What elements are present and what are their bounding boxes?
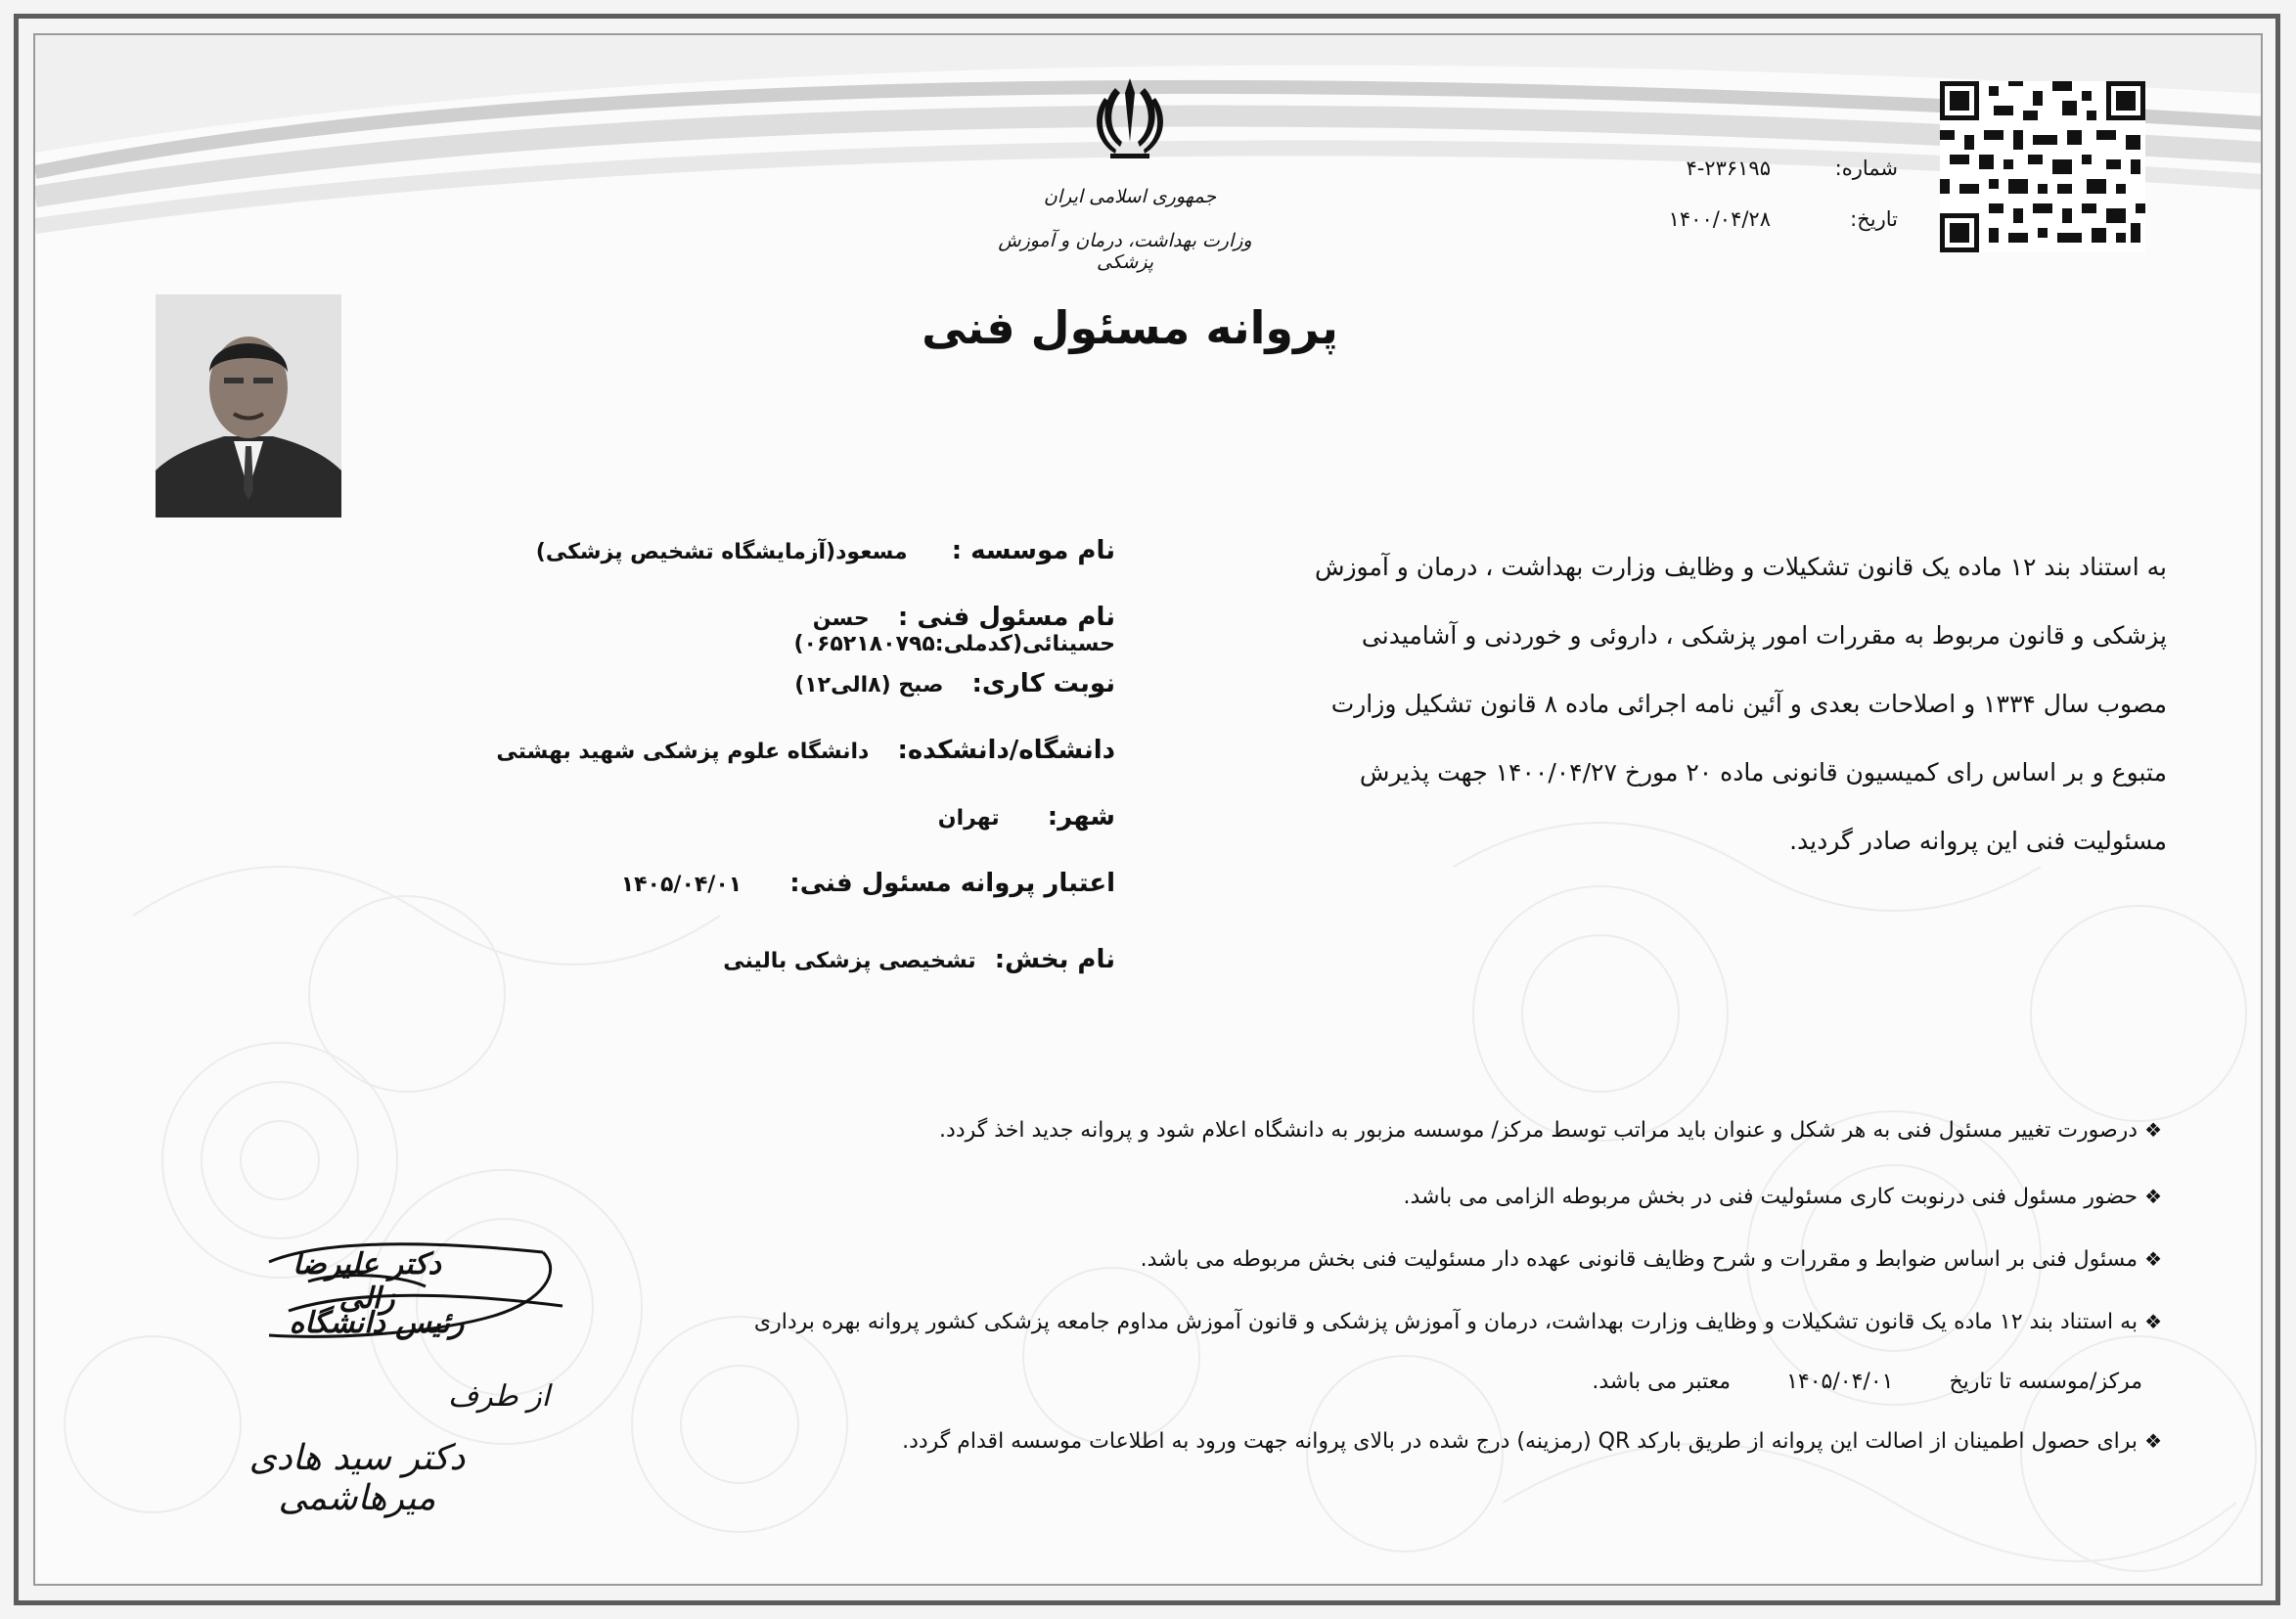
note-text: مرکز/موسسه تا تاریخ [1949, 1370, 2142, 1394]
note-3 [685, 1244, 2162, 1275]
note-text: معتبر می باشد. [1592, 1370, 1732, 1394]
signatory-name: دکتر علیرضا زالی [293, 1247, 441, 1316]
field-license-validity [489, 869, 1115, 908]
date-label: تاریخ: [1850, 207, 1898, 231]
field-value: صبح (۸الی۱۲) [794, 673, 944, 697]
bullet-icon: ❖ [2144, 1185, 2162, 1208]
note-text: درصورت تغییر مسئول فنی به هر شکل و عنوان باید مراتب توسط مرکز/ موسسه مزبور به دانشگاه اعلام شود و پروانه جدید اخذ گردد. [939, 1118, 2138, 1143]
field-technical-manager [489, 603, 1115, 656]
note-text: حضور مسئول فنی درنوبت کاری مسئولیت فنی در بخش مربوطه الزامی می باشد. [1403, 1185, 2138, 1209]
field-city [489, 802, 1115, 841]
ministry-name: وزارت بهداشت، درمان و آموزش پزشکی [998, 230, 1252, 273]
field-label: نام بخش: [994, 945, 1115, 974]
paragraph-line: پزشکی و قانون مربوط به مقررات امور پزشکی ، داروئی و خوردنی و آشامیدنی [1361, 621, 2167, 650]
iran-emblem-icon [1091, 73, 1169, 161]
date-value: ۱۴۰۰/۰۴/۲۸ [1668, 207, 1771, 231]
bullet-icon: ❖ [2144, 1310, 2162, 1333]
field-value: مسعود(آزمایشگاه تشخیص پزشکی) [535, 540, 908, 564]
paragraph-line: به استناد بند ۱۲ ماده یک قانون تشکیلات و وظایف وزارت بهداشت ، درمان و آموزش [1314, 553, 2167, 581]
field-value: تهران [937, 806, 1000, 831]
holder-photo [156, 294, 341, 517]
note-1 [685, 1115, 2162, 1146]
qr-code-icon [1940, 81, 2145, 252]
field-label: دانشگاه/دانشکده: [897, 736, 1115, 765]
field-department [489, 945, 1115, 984]
field-value: حسن حسینائی(کدملی:۰۶۵۲۱۸۰۷۹۵) [793, 607, 1115, 656]
bullet-icon: ❖ [2144, 1247, 2162, 1271]
field-value: تشخیصی پزشکی بالینی [723, 949, 976, 973]
note-2 [685, 1182, 2162, 1212]
field-label: اعتبار پروانه مسئول فنی: [789, 869, 1115, 898]
field-value: ۱۴۰۵/۰۴/۰۱ [620, 873, 743, 897]
note-4-continued [978, 1368, 2142, 1397]
bullet-icon: ❖ [2144, 1429, 2162, 1453]
note-text: برای حصول اطمینان از اصالت این پروانه از طریق بارکد QR (رمزینه) درج شده در بالای پروانه جهت ورود به اطلاعات موسسه اقدام گردد. [902, 1429, 2138, 1454]
signatory-role: رئیس دانشگاه [289, 1306, 465, 1340]
on-behalf-label: از طرف [448, 1379, 550, 1414]
bullet-icon: ❖ [2144, 1118, 2162, 1142]
field-label: شهر: [1047, 802, 1115, 832]
country-name: جمهوری اسلامی ایران [1043, 186, 1217, 207]
note-text: مسئول فنی بر اساس ضوابط و مقررات و شرح وظایف قانونی عهده دار مسئولیت فنی بخش مربوطه می باشد. [1140, 1247, 2138, 1272]
number-value: ۴-۲۳۶۱۹۵ [1686, 157, 1771, 180]
paragraph-line: متبوع و بر اساس رای کمیسیون قانونی ماده ۲۰ مورخ ۱۴۰۰/۰۴/۲۷ جهت پذیرش [1359, 758, 2167, 787]
note-5 [685, 1426, 2162, 1457]
note-4 [626, 1307, 2162, 1337]
field-university [489, 736, 1115, 775]
certificate-title: پروانه مسئول فنی [922, 301, 1338, 354]
paragraph-line: مصوب سال ۱۳۳۴ و اصلاحات بعدی و آئین نامه اجرائی ماده ۸ قانون تشکیل وزارت [1330, 690, 2167, 718]
field-label: نام مسئول فنی : [897, 603, 1115, 632]
field-value: دانشگاه علوم پزشکی شهید بهشتی [496, 740, 870, 764]
number-label: شماره: [1834, 157, 1898, 180]
field-label: نام موسسه : [951, 536, 1115, 565]
legal-paragraph [1233, 533, 2167, 876]
field-label: نوبت کاری: [971, 669, 1115, 698]
paragraph-line: مسئولیت فنی این پروانه صادر گردید. [1789, 827, 2167, 855]
note-text: به استناد بند ۱۲ ماده یک قانون تشکیلات و وظایف وزارت بهداشت، درمان و آموزش پزشکی و قانون آموزش مداوم جامعه پزشکی کشور پروانه بهره برداری [753, 1310, 2138, 1334]
field-institute [489, 536, 1115, 575]
validity-date: ۱۴۰۵/۰۴/۰۱ [1786, 1370, 1894, 1394]
field-work-shift [489, 669, 1115, 708]
deputy-signature: دکتر سید هادی میرهاشمی [248, 1438, 466, 1518]
